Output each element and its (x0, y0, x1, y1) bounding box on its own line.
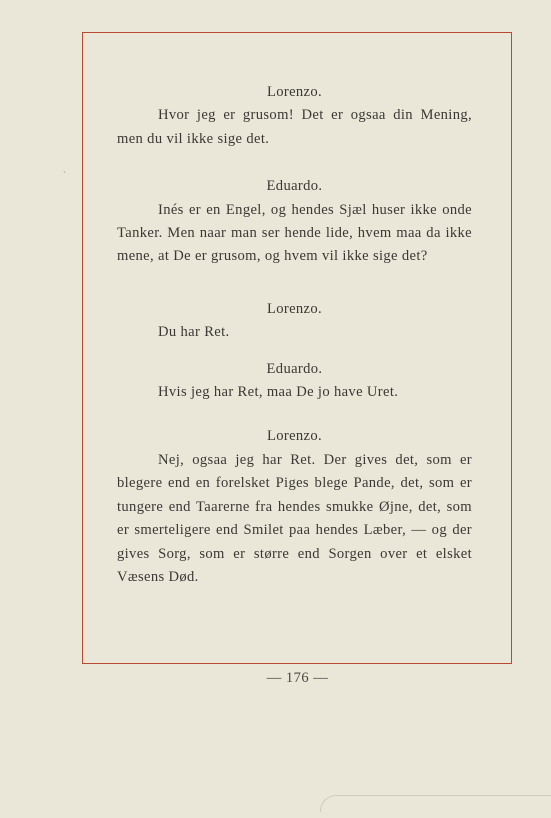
speech-paragraph: Inés er en Engel, og hendes Sjæl huser ikke onde Tanker. Men naar man ser hende lide, hvem maa da ikke mene, at De er grusom, og hvem vil ikke sige det? (117, 201, 472, 265)
text-column (117, 81, 472, 589)
speaker-name: Eduardo. (266, 178, 323, 195)
speaker-name: Lorenzo. (266, 84, 323, 100)
speaker-name: Lorenzo. (266, 428, 323, 445)
ink-speck: ˋ (63, 170, 66, 180)
speaker-name: Lorenzo. (266, 300, 323, 317)
page-curl-edge (320, 795, 551, 812)
speech-paragraph: Du har Ret. (158, 324, 230, 341)
speaker-name: Eduardo. (266, 360, 323, 377)
speech-paragraph: Hvor jeg er grusom! Det er ogsaa din Mening, men du vil ikke sige det. (117, 107, 472, 147)
page-number: — 176 — (266, 670, 329, 686)
speech-paragraph: Nej, ogsaa jeg har Ret. Der gives det, som er blegere end en forelsket Piges blege Pande, det, som er tungere end Taarerne fra hendes smukke Øjne, det, som er smerteligere end Smilet paa hendes Læber, — og der gives Sorg, som er større end Sorgen over et elsket Væsens Død. (117, 451, 472, 585)
speech-paragraph: Hvis jeg har Ret, maa De jo have Uret. (158, 384, 399, 401)
